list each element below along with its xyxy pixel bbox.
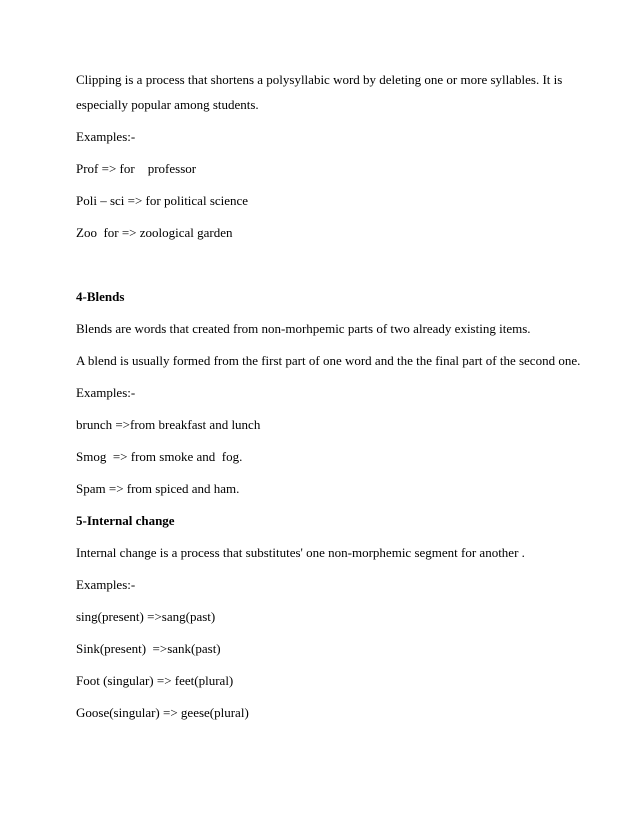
clipping-example-2: Poli – sci => for political science [76,193,249,208]
clipping-paragraph-line-1: Clipping is a process that shortens a polysyllabic word by deleting one or more syllables. It is [76,72,563,87]
internal-change-heading: 5-Internal change [76,513,175,528]
internal-change-example-2: Sink(present) =>sank(past) [76,641,221,656]
internal-change-examples-label: Examples:- [76,577,136,592]
clipping-paragraph-line-2: especially popular among students. [76,97,259,112]
blends-paragraph-2: A blend is usually formed from the first part of one word and the the final part of the second one. [76,353,581,368]
blends-example-3: Spam => from spiced and ham. [76,481,240,496]
blends-heading: 4-Blends [76,289,125,304]
clipping-examples-label: Examples:- [76,129,136,144]
clipping-example-1: Prof => for professor [76,161,197,176]
clipping-example-3: Zoo for => zoological garden [76,225,233,240]
blends-example-1: brunch =>from breakfast and lunch [76,417,261,432]
internal-change-example-1: sing(present) =>sang(past) [76,609,216,624]
internal-change-example-3: Foot (singular) => feet(plural) [76,673,234,688]
blends-examples-label: Examples:- [76,385,136,400]
internal-change-example-4: Goose(singular) => geese(plural) [76,705,249,720]
blends-paragraph-1: Blends are words that created from non-morhpemic parts of two already existing items. [76,321,531,336]
internal-change-paragraph: Internal change is a process that substitutes' one non-morphemic segment for another . [76,545,525,560]
blends-example-2: Smog => from smoke and fog. [76,449,243,464]
